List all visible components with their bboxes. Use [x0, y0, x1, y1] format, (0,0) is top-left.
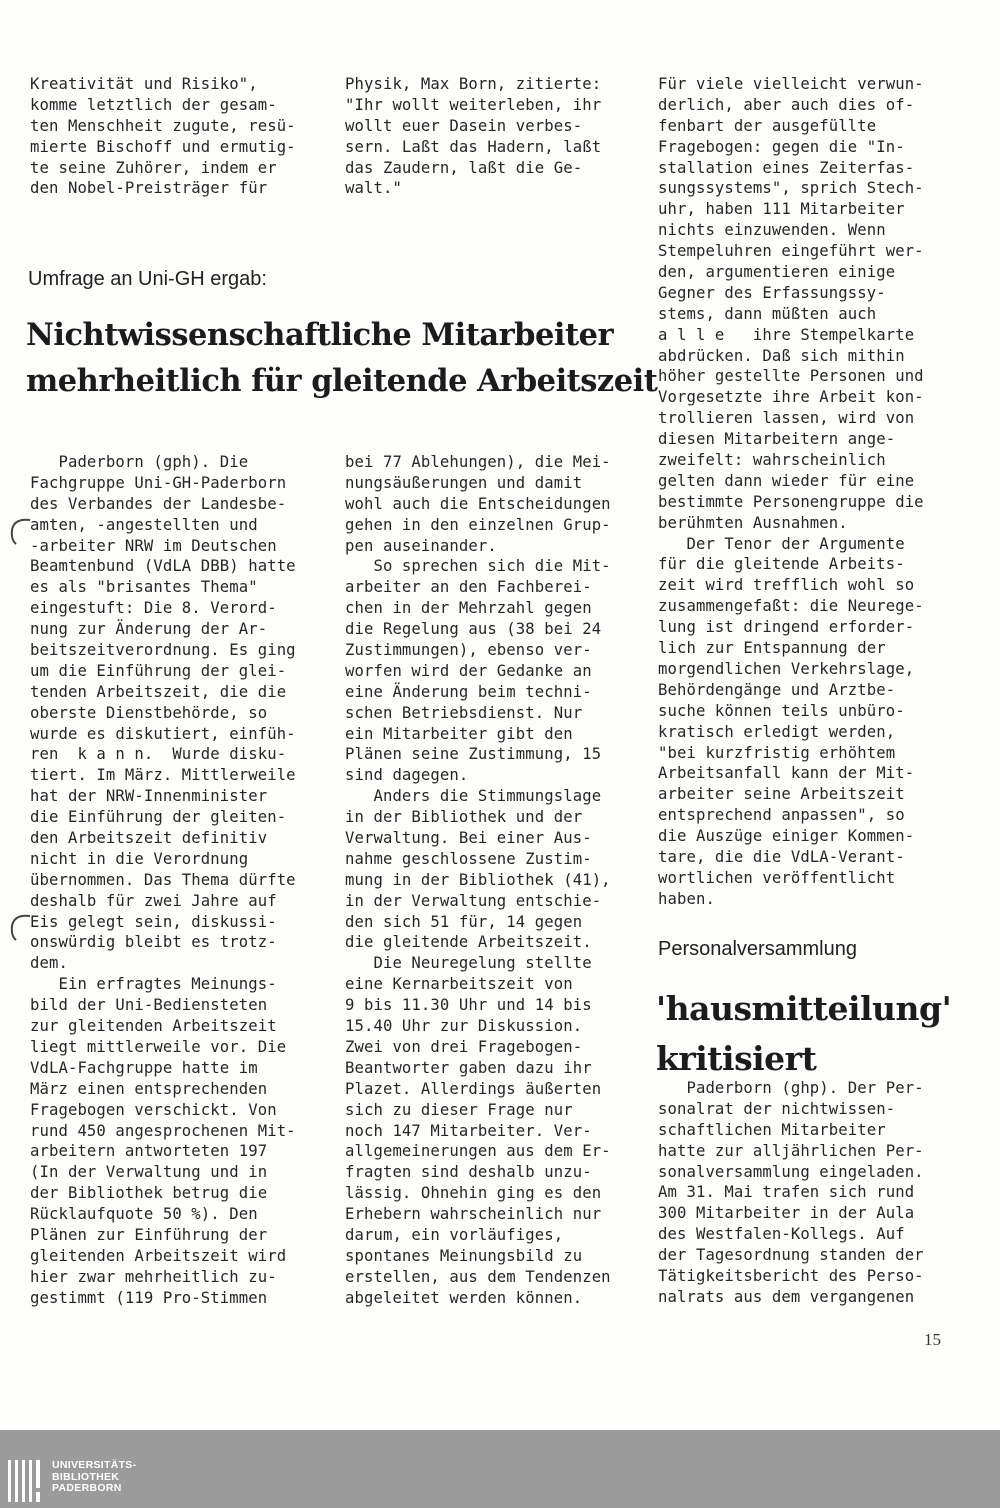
text-line: Vorgesetzte ihre Arbeit kon- [658, 388, 924, 407]
text-line: um die Einführung der glei- [30, 661, 287, 680]
library-logo-text [52, 1460, 136, 1495]
text-line: rund 450 angesprochenen Mit- [30, 1121, 296, 1140]
page-number: 15 [924, 1330, 941, 1349]
text-line: kratisch erledigt werden, [658, 722, 896, 741]
text-line: uhr, haben 111 Mitarbeiter [658, 200, 905, 219]
article1-headline-line: Nichtwissenschaftliche Mitarbeiter [26, 317, 614, 353]
text-line: walt." [345, 179, 402, 198]
text-line: VdLA-Fachgruppe hatte im [30, 1058, 258, 1077]
text-line: die Einführung der gleiten- [30, 808, 287, 827]
scan-artifact-icon [6, 516, 32, 546]
text-line: lässig. Ohnehin ging es den [345, 1184, 602, 1203]
text-line: in der Bibliothek und der [345, 808, 583, 827]
text-line: ten Menschheit zugute, resü- [30, 116, 296, 135]
text-line: die gleitende Arbeitszeit. [345, 933, 592, 952]
text-line: den, argumentieren einige [658, 263, 896, 282]
text-line: des Verbandes der Landesbe- [30, 494, 287, 513]
text-line: "bei kurzfristig erhöhtem [658, 743, 896, 762]
text-line: stallation eines Zeiterfas- [658, 158, 915, 177]
text-line: bei 77 Ablehungen), die Mei- [345, 453, 611, 471]
text-line: Zwei von drei Fragebogen- [345, 1037, 583, 1056]
text-line: arbeiter seine Arbeitszeit [658, 785, 905, 804]
text-line: abdrücken. Daß sich mithin [658, 346, 905, 365]
text-line: lung ist dringend erforder- [658, 618, 915, 637]
text-line: Für viele vielleicht verwun- [658, 75, 924, 93]
text-line: pen auseinander. [345, 536, 497, 555]
text-line: nalrats aus dem vergangenen [658, 1287, 915, 1306]
text-line: suche können teils unbüro- [658, 701, 905, 720]
text-line: 300 Mitarbeiter in der Aula [658, 1204, 915, 1223]
text-line: tenden Arbeitszeit, die die [30, 682, 287, 701]
text-line: gestimmt (119 Pro-Stimmen [30, 1288, 268, 1307]
text-line: komme letztlich der gesam- [30, 95, 277, 114]
article2-body [658, 1078, 924, 1308]
text-line: oberste Dienstbehörde, so [30, 703, 268, 722]
logo-line: BIBLIOTHEK [52, 1470, 120, 1483]
text-line: nung zur Änderung der Ar- [30, 620, 268, 639]
text-line: wohl auch die Entscheidungen [345, 494, 611, 513]
text-line: Physik, Max Born, zitierte: [345, 75, 602, 93]
text-line: gleitenden Arbeitszeit wird [30, 1246, 287, 1265]
article2-headline [656, 984, 951, 1084]
text-line: sern. Laßt das Hadern, laßt [345, 137, 602, 156]
text-line: mung in der Bibliothek (41), [345, 870, 611, 889]
text-line: beitszeitverordnung. Es ging [30, 641, 296, 660]
text-line: hatte zur alljährlichen Per- [658, 1141, 924, 1160]
text-line: wortlichen veröffentlicht [658, 868, 896, 887]
text-line: Paderborn (ghp). Der Per- [658, 1079, 924, 1097]
text-line: amten, -angestellten und [30, 515, 258, 534]
text-line: bild der Uni-Bediensteten [30, 996, 268, 1015]
text-line: Tätigkeitsbericht des Perso- [658, 1267, 924, 1286]
logo-line: PADERBORN [52, 1482, 122, 1494]
text-line: fragten sind deshalb unzu- [345, 1163, 592, 1182]
text-line: schaftlichen Mitarbeiter [658, 1120, 886, 1139]
text-line: Zustimmungen), ebenso ver- [345, 641, 592, 660]
text-line: Fragebogen verschickt. Von [30, 1100, 277, 1119]
text-line: trollieren lassen, wird von [658, 409, 915, 428]
text-line: haben. [658, 889, 715, 908]
text-line: allgemeinerungen aus dem Er- [345, 1142, 611, 1161]
text-line: diesen Mitarbeitern ange- [658, 430, 896, 449]
text-line: Plänen seine Zustimmung, 15 [345, 745, 602, 764]
text-line: bestimmte Personengruppe die [658, 492, 924, 511]
text-line: te seine Zuhörer, indem er [30, 158, 277, 177]
text-line: Die Neuregelung stellte [345, 954, 592, 973]
text-line: "Ihr wollt weiterleben, ihr [345, 95, 602, 114]
text-line: Am 31. Mai trafen sich rund [658, 1183, 915, 1202]
text-line: arbeiter an den Fachberei- [345, 578, 592, 597]
text-line: eine Kernarbeitszeit von [345, 975, 573, 994]
text-line: zeit wird trefflich wohl so [658, 576, 915, 595]
text-line: gelten dann wieder für eine [658, 471, 915, 490]
text-line: für die gleitende Arbeits- [658, 555, 905, 574]
text-line: wurde es diskutiert, einfüh- [30, 724, 296, 743]
text-line: noch 147 Mitarbeiter. Ver- [345, 1121, 592, 1140]
text-line: abgeleitet werden können. [345, 1288, 583, 1307]
text-line: zur gleitenden Arbeitszeit [30, 1017, 277, 1036]
text-line: arbeitern antworteten 197 [30, 1142, 268, 1161]
text-line: ren k a n n. Wurde disku- [30, 745, 287, 764]
text-line: Fachgruppe Uni-GH-Paderborn [30, 473, 287, 492]
text-line: in der Verwaltung entschie- [345, 891, 602, 910]
text-line: ein Mitarbeiter gibt den [345, 724, 573, 743]
text-line: sonalrat der nichtwissen- [658, 1099, 896, 1118]
text-line: sind dagegen. [345, 766, 469, 785]
text-line: März einen entsprechenden [30, 1079, 268, 1098]
text-line: sonalversammlung eingeladen. [658, 1162, 924, 1181]
text-line: nungsäußerungen und damit [345, 473, 583, 492]
text-line: nicht in die Verordnung [30, 849, 249, 868]
text-line: die Regelung aus (38 bei 24 [345, 620, 602, 639]
text-line: höher gestellte Personen und [658, 367, 924, 386]
article2-headline-line: kritisiert [656, 1039, 817, 1078]
text-line: eingestuft: Die 8. Verord- [30, 599, 277, 618]
text-line: a l l e ihre Stempelkarte [658, 325, 915, 344]
text-line: nichts einzuwenden. Wenn [658, 221, 886, 240]
article1-headline [26, 312, 657, 404]
text-line: des Westfalen-Kollegs. Auf [658, 1225, 905, 1244]
logo-line: UNIVERSITÄTS- [52, 1459, 137, 1471]
text-line: Verwaltung. Bei einer Aus- [345, 829, 592, 848]
text-line: tiert. Im März. Mittlerweile [30, 766, 296, 785]
text-line: schen Betriebsdienst. Nur [345, 703, 583, 722]
text-line: Kreativität und Risiko", [30, 75, 258, 93]
text-line: die Auszüge einiger Kommen- [658, 827, 915, 846]
text-line: der Tagesordnung standen der [658, 1246, 924, 1265]
text-line: sich zu dieser Frage nur [345, 1100, 573, 1119]
text-line: deshalb für zwei Jahre auf [30, 891, 277, 910]
text-line: -arbeiter NRW im Deutschen [30, 536, 277, 555]
text-line: So sprechen sich die Mit- [345, 557, 611, 576]
text-line: Arbeitsanfall kann der Mit- [658, 764, 915, 783]
article1-kicker: Umfrage an Uni-GH ergab: [28, 268, 267, 290]
article1-column-1 [30, 452, 296, 1309]
text-line: Der Tenor der Argumente [658, 534, 905, 553]
text-line: stems, dann müßten auch [658, 304, 877, 323]
text-line: dem. [30, 954, 68, 973]
text-line: den Nobel-Preisträger für [30, 179, 268, 198]
library-footer-bar [0, 1430, 1000, 1508]
text-line: 9 bis 11.30 Uhr und 14 bis [345, 996, 592, 1015]
text-line: gehen in den einzelnen Grup- [345, 515, 611, 534]
text-line: morgendlichen Verkehrslage, [658, 659, 915, 678]
column-2-top-text [345, 74, 601, 199]
text-line: hier zwar mehrheitlich zu- [30, 1267, 277, 1286]
text-line: Fragebogen: gegen die "In- [658, 137, 905, 156]
text-line: nahme geschlossene Zustim- [345, 849, 592, 868]
text-line: worfen wird der Gedanke an [345, 661, 592, 680]
text-line: wollt euer Dasein verbes- [345, 116, 583, 135]
text-line: Erhebern wahrscheinlich nur [345, 1205, 602, 1224]
text-line: zweifelt: wahrscheinlich [658, 451, 886, 470]
text-line: hat der NRW-Innenminister [30, 787, 268, 806]
text-line: (In der Verwaltung und in [30, 1163, 268, 1182]
text-line: Eis gelegt sein, diskussi- [30, 912, 277, 931]
text-line: Plänen zur Einführung der [30, 1225, 268, 1244]
text-line: es als "brisantes Thema" [30, 578, 258, 597]
text-line: Behördengänge und Arztbe- [658, 680, 896, 699]
article2-kicker: Personalversammlung [658, 938, 857, 960]
text-line: berühmten Ausnahmen. [658, 513, 848, 532]
text-line: darum, ein vorläufiges, [345, 1225, 564, 1244]
text-line: Ein erfragtes Meinungs- [30, 975, 277, 994]
text-line: das Zaudern, laßt die Ge- [345, 158, 583, 177]
text-line: entsprechend anpassen", so [658, 806, 905, 825]
article1-column-2 [345, 452, 611, 1309]
article1-headline-line: mehrheitlich für gleitende Arbeitszeit [26, 363, 658, 399]
text-line: Anders die Stimmungslage [345, 787, 602, 806]
column-3-text [658, 74, 924, 910]
text-line: liegt mittlerweile vor. Die [30, 1037, 287, 1056]
text-line: derlich, aber auch dies of- [658, 95, 915, 114]
text-line: übernommen. Das Thema dürfte [30, 870, 296, 889]
text-line: den sich 51 für, 14 gegen [345, 912, 583, 931]
text-line: Gegner des Erfassungssy- [658, 283, 886, 302]
article2-headline-line: 'hausmitteilung' [656, 989, 952, 1028]
text-line: zusammengefaßt: die Neurege- [658, 597, 924, 616]
text-line: spontanes Meinungsbild zu [345, 1246, 583, 1265]
text-line: tare, die die VdLA-Verant- [658, 847, 905, 866]
text-line: sungssystems", sprich Stech- [658, 179, 924, 198]
text-line: Rücklaufquote 50 %). Den [30, 1205, 258, 1224]
text-line: 15.40 Uhr zur Diskussion. [345, 1017, 583, 1036]
column-1-top-text [30, 74, 296, 199]
text-line: Plazet. Allerdings äußerten [345, 1079, 602, 1098]
text-line: erstellen, aus dem Tendenzen [345, 1267, 611, 1286]
scan-artifact-icon [6, 912, 32, 942]
text-line: Beantworter gaben dazu ihr [345, 1058, 592, 1077]
text-line: den Arbeitszeit definitiv [30, 829, 268, 848]
text-line: der Bibliothek betrug die [30, 1184, 268, 1203]
text-line: chen in der Mehrzahl gegen [345, 599, 592, 618]
text-line: mierte Bischoff und ermutig- [30, 137, 296, 156]
library-logo-icon [6, 1460, 42, 1502]
text-line: fenbart der ausgefüllte [658, 116, 877, 135]
text-line: eine Änderung beim techni- [345, 682, 592, 701]
text-line: Beamtenbund (VdLA DBB) hatte [30, 557, 296, 576]
text-line: lich zur Entspannung der [658, 639, 886, 658]
text-line: Paderborn (gph). Die [30, 453, 249, 471]
text-line: Stempeluhren eingeführt wer- [658, 242, 924, 261]
text-line: onswürdig bleibt es trotz- [30, 933, 277, 952]
